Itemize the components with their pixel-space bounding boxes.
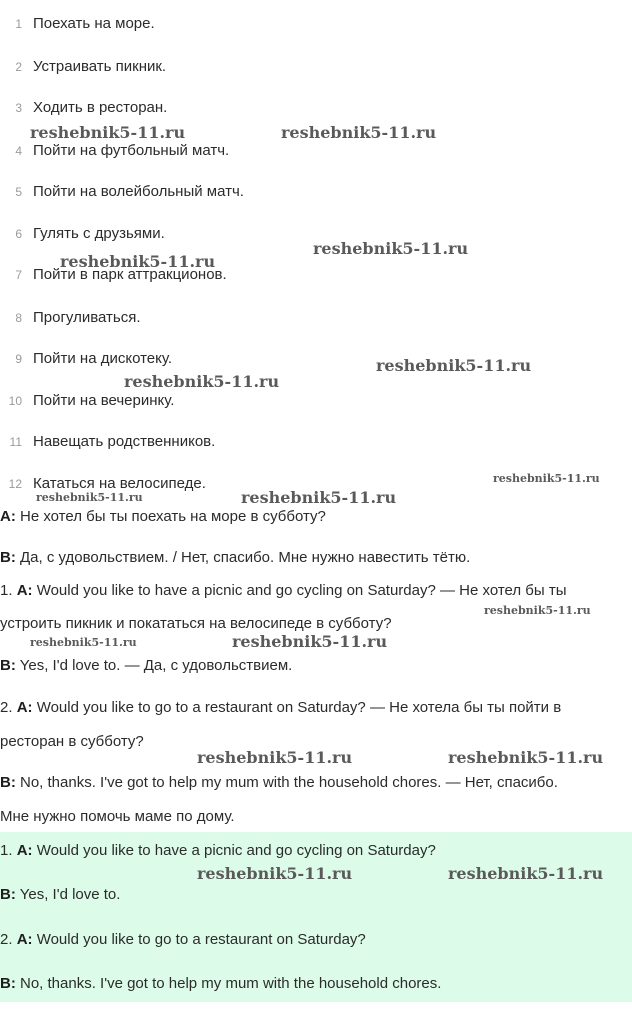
dialogue2-a-line: [0, 697, 561, 719]
dialogue2-a-line2: [0, 731, 144, 753]
item-number: 5: [15, 185, 22, 199]
list-item: [0, 390, 632, 412]
speaker-b-label: B:: [0, 657, 16, 674]
answer2-a-line: [0, 929, 366, 951]
watermark: reshebnik5-11.ru: [484, 604, 591, 617]
answer-box: [0, 832, 632, 1002]
item-text: Гулять с друзьями.: [33, 225, 165, 242]
item-text: Пойти в парк аттракционов.: [33, 266, 227, 283]
item-text: Пойти на футбольный матч.: [33, 142, 230, 159]
watermark: reshebnik5-11.ru: [232, 632, 388, 651]
item-number: 1: [15, 17, 22, 31]
item-text: Прогуливаться.: [33, 309, 141, 326]
list-item: [0, 56, 632, 78]
example-b-line: [0, 547, 470, 569]
item-text: Пойти на вечеринку.: [33, 392, 175, 409]
item-number: 2: [15, 60, 22, 74]
watermark: reshebnik5-11.ru: [448, 748, 604, 767]
dialogue1-a-line: [0, 580, 567, 602]
answer-number: 2.: [0, 931, 13, 948]
item-text: Устраивать пикник.: [33, 58, 167, 75]
dialogue1-a-text: Would you like to have a picnic and go cycling on Saturday? — Не хотел бы ты: [36, 582, 567, 599]
item-number: 4: [15, 144, 22, 158]
dialogue1-b-text: Yes, I'd love to. — Да, с удовольствием.: [19, 657, 293, 674]
dialogue2-b-line: [0, 772, 558, 794]
answer2-a-text: Would you like to go to a restaurant on Saturday?: [36, 931, 366, 948]
dialogue-number: 2.: [0, 699, 13, 716]
watermark: reshebnik5-11.ru: [60, 252, 216, 271]
list-item: [0, 431, 632, 453]
example-a-text: Не хотел бы ты поехать на море в субботу?: [20, 508, 326, 525]
watermark: reshebnik5-11.ru: [493, 472, 600, 485]
answer1-b-text: Yes, I'd love to.: [19, 886, 121, 903]
answer-number: 1.: [0, 842, 13, 859]
list-item: [0, 97, 632, 119]
speaker-b-label: B:: [0, 549, 16, 566]
watermark: reshebnik5-11.ru: [124, 372, 280, 391]
item-number: 3: [15, 101, 22, 115]
example-b-text: Да, с удовольствием. / Нет, спасибо. Мне нужно навестить тётю.: [20, 549, 471, 566]
watermark: reshebnik5-11.ru: [30, 123, 186, 142]
watermark: reshebnik5-11.ru: [197, 864, 353, 883]
example-a-line: [0, 506, 326, 528]
speaker-a-label: A:: [16, 699, 33, 716]
item-text: Навещать родственников.: [33, 433, 216, 450]
speaker-a-label: A:: [0, 508, 16, 525]
speaker-b-label: B:: [0, 774, 16, 791]
item-number: 8: [15, 311, 22, 325]
list-item: [0, 181, 632, 203]
watermark: reshebnik5-11.ru: [241, 488, 397, 507]
list-item: [0, 348, 632, 370]
item-number: 10: [8, 394, 22, 408]
list-item: [0, 13, 632, 35]
dialogue2-b-text-cont: Мне нужно помочь маме по дому.: [0, 808, 235, 825]
watermark: reshebnik5-11.ru: [313, 239, 469, 258]
item-text: Кататься на велосипеде.: [33, 475, 206, 492]
dialogue1-b-line: [0, 655, 292, 677]
speaker-b-label: B:: [0, 886, 16, 903]
speaker-a-label: A:: [16, 842, 33, 859]
item-text: Пойти на дискотеку.: [33, 350, 173, 367]
dialogue2-b-line2: [0, 806, 235, 828]
dialogue2-a-text: Would you like to go to a restaurant on Saturday? — Не хотела бы ты пойти в: [36, 699, 562, 716]
item-number: 6: [15, 227, 22, 241]
watermark: reshebnik5-11.ru: [376, 356, 532, 375]
item-number: 12: [8, 477, 22, 491]
answer1-a-line: [0, 840, 436, 862]
watermark: reshebnik5-11.ru: [197, 748, 353, 767]
dialogue2-b-text: No, thanks. I've got to help my mum with the household chores. — Нет, спасибо.: [20, 774, 558, 791]
watermark: reshebnik5-11.ru: [448, 864, 604, 883]
speaker-b-label: B:: [0, 975, 16, 992]
watermark: reshebnik5-11.ru: [281, 123, 437, 142]
list-item: [0, 140, 632, 162]
item-text: Ходить в ресторан.: [33, 99, 168, 116]
answer1-a-text: Would you like to have a picnic and go cycling on Saturday?: [36, 842, 436, 859]
list-item: [0, 307, 632, 329]
speaker-a-label: A:: [16, 931, 33, 948]
watermark: reshebnik5-11.ru: [30, 636, 137, 649]
item-number: 7: [15, 268, 22, 282]
item-text: Пойти на волейбольный матч.: [33, 183, 244, 200]
answer2-b-text: No, thanks. I've got to help my mum with the household chores.: [20, 975, 442, 992]
answer2-b-line: [0, 973, 441, 995]
item-number: 9: [15, 352, 22, 366]
dialogue-number: 1.: [0, 582, 13, 599]
dialogue1-a-text-cont: устроить пикник и покататься на велосипеде в субботу?: [0, 615, 392, 632]
item-text: Поехать на море.: [33, 15, 155, 32]
answer1-b-line: [0, 884, 120, 906]
speaker-a-label: A:: [16, 582, 33, 599]
item-number: 11: [9, 435, 22, 449]
watermark: reshebnik5-11.ru: [36, 491, 143, 504]
dialogue2-a-text-cont: ресторан в субботу?: [0, 733, 144, 750]
